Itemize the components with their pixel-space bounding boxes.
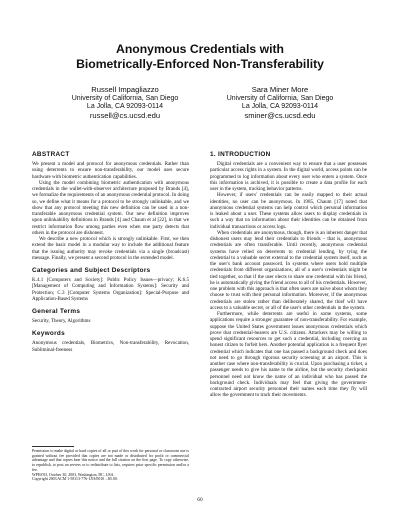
categories-text: K.4.1 [Computers and Society]: Public Policy Issues—privacy; K.6.5 [Management of Computing and Information Systems]: Security and Protection; C.3 [Computer Systems Organization]: Special-Purpose and Application-Based Systems bbox=[32, 277, 189, 302]
intro-paragraph: Digital credentials are a convenient way to ensure that a user possesses particular access rights in a system. In the digital world, access points can be programmed to log information about every user who enters a system. Once this information is archived, it is possible to create a data profile for each user in the system, tracking behavior patterns. bbox=[210, 161, 367, 192]
introduction-heading: 1. INTRODUCTION bbox=[210, 151, 271, 158]
page-number: 60 bbox=[197, 497, 203, 503]
title-line-2: Biometrically-Enforced Non-Transferability bbox=[76, 57, 324, 71]
abstract-paragraph: Using the model combining biometric authentication with anonymous credentials in the wallet-with-observer architecture proposed by Brands [4], we formalize the requirements of an anonymous credential protocol. In doing so, we define what it means for a protocol to be strongly unlinkable, and we show that any protocol meeting this new definition can be used in a non-transferable anonymous credential system. Our new definition improves upon unlinkability definitions in Brands [4] and Chaum et al [22], in that we restrict information flow among parties even when one party detects that others in the protocol are dishonest. bbox=[32, 179, 189, 236]
paper-title bbox=[0, 42, 400, 72]
title-line-1: Anonymous Credentials with bbox=[116, 42, 284, 56]
abstract-heading: ABSTRACT bbox=[32, 151, 70, 158]
footnote-permission: Permission to make digital or hard copies of all or part of this work for personal or classroom use is granted without fee provided that copies are not made or distributed for profit or commercial advantage and that copies bear this notice and the full citation on the first page. To copy otherwise, to republish, to post on servers or to redistribute to lists, requires prior specific permission and/or a fee. bbox=[32, 449, 189, 472]
author-affiliation: University of California, San Diego bbox=[226, 94, 334, 102]
author-email: sminer@cs.ucsd.edu bbox=[244, 110, 316, 120]
general-terms-heading: General Terms bbox=[32, 308, 81, 315]
copyright-footnote bbox=[32, 449, 189, 482]
author-address: La Jolla, CA 92093-0114 bbox=[241, 103, 319, 111]
author-affiliation: University of California, San Diego bbox=[71, 94, 179, 102]
footnote-rule bbox=[32, 446, 74, 447]
author-email: russell@cs.ucsd.edu bbox=[89, 110, 161, 120]
footnote-venue: WPES'03, October 30, 2003, Washington, DC, USA. bbox=[32, 472, 115, 477]
author-name: Russell Impagliazzo bbox=[91, 85, 159, 94]
keywords-text: Anonymous credentials, Biometrics, Non-transferability, Revocation, Subliminal-freeness bbox=[32, 340, 189, 353]
left-column bbox=[32, 151, 189, 353]
keywords-heading: Keywords bbox=[32, 330, 65, 338]
right-column bbox=[210, 151, 367, 399]
author-block-2 bbox=[205, 86, 355, 120]
intro-paragraph: Furthermore, while deterrents are useful in some systems, some applications require a stronger guarantee of non-transferability. For example, suppose the United States government issues anonymous credentials which prove that credential-bearers are U.S. citizens. Attackers may be willing to spend significant resources to get such a credential, including coercing an honest citizen to forfeit hers. Another potential application is a frequent flyer credential which indicates that one has passed a background check and does not need to go through rigorous security screening at an airport. This is another case where non-transferability is crucial. Upon purchasing a ticket, a passenger needs to give his name to the airline, but the security checkpoint personnel need not know the name of an individual who has passed the background check. Individuals may feel that giving the government-contracted airport security personnel their names each time they fly will allow the government to track their movements. bbox=[210, 311, 367, 399]
categories-heading: Categories and Subject Descriptors bbox=[32, 267, 151, 274]
abstract-paragraph: We present a model and protocol for anonymous credentials. Rather than using deterrents to ensure non-transferability, our model uses secure hardware with biometric authentication capabilities. bbox=[32, 161, 189, 180]
abstract-paragraph: We describe a new protocol which is strongly unlinkable. First, we then extend the basic model in a modular way to include the additional feature that the issuing authority may revoke credentials via a single (broadcast) message. Finally, we present a second protocol in the extended model. bbox=[32, 236, 189, 261]
author-name: Sara Miner More bbox=[251, 85, 309, 94]
author-address: La Jolla, CA 92093-0114 bbox=[86, 103, 164, 111]
intro-paragraph: However, if users' credentials can be easily mapped to their actual identities, no user can be anonymous. In 1985, Chaum [17] noted that anonymous credential systems can help control which personal information is leaked about a user. These systems allow users to display credentials in such a way that no information about their identities can be obtained from individual transactions or access logs. bbox=[210, 192, 367, 230]
author-block-1 bbox=[50, 86, 200, 120]
intro-paragraph: When credentials are anonymous, though, there is an inherent danger that dishonest users may lend their credentials to friends – that is, anonymous credentials are often transferable. Until recently, anonymous credential systems have relied on deterrents to credential lending, by tying the credential to a valuable secret external to the credential system itself, such as the user's bank account password. In systems where users hold multiple credentials from different organizations, all of a user's credentials might be tied together, so that if the user elects to share one credential with his friend, he is automatically giving the friend access to all of his credentials. However, one problem with this approach is that often users are naive about whom they choose to trust with their personal information. Moreover, if the anonymous credentials are stolen rather than deliberately shared, the thief will have access to a valuable secret, or all of the user's other credentials in the system. bbox=[210, 229, 367, 311]
footnote-copyright: Copyright 2003 ACM 1-58113-776-1/03/0010 ...$5.00. bbox=[32, 477, 118, 482]
general-terms-text: Security, Theory, Algorithms bbox=[32, 318, 91, 324]
